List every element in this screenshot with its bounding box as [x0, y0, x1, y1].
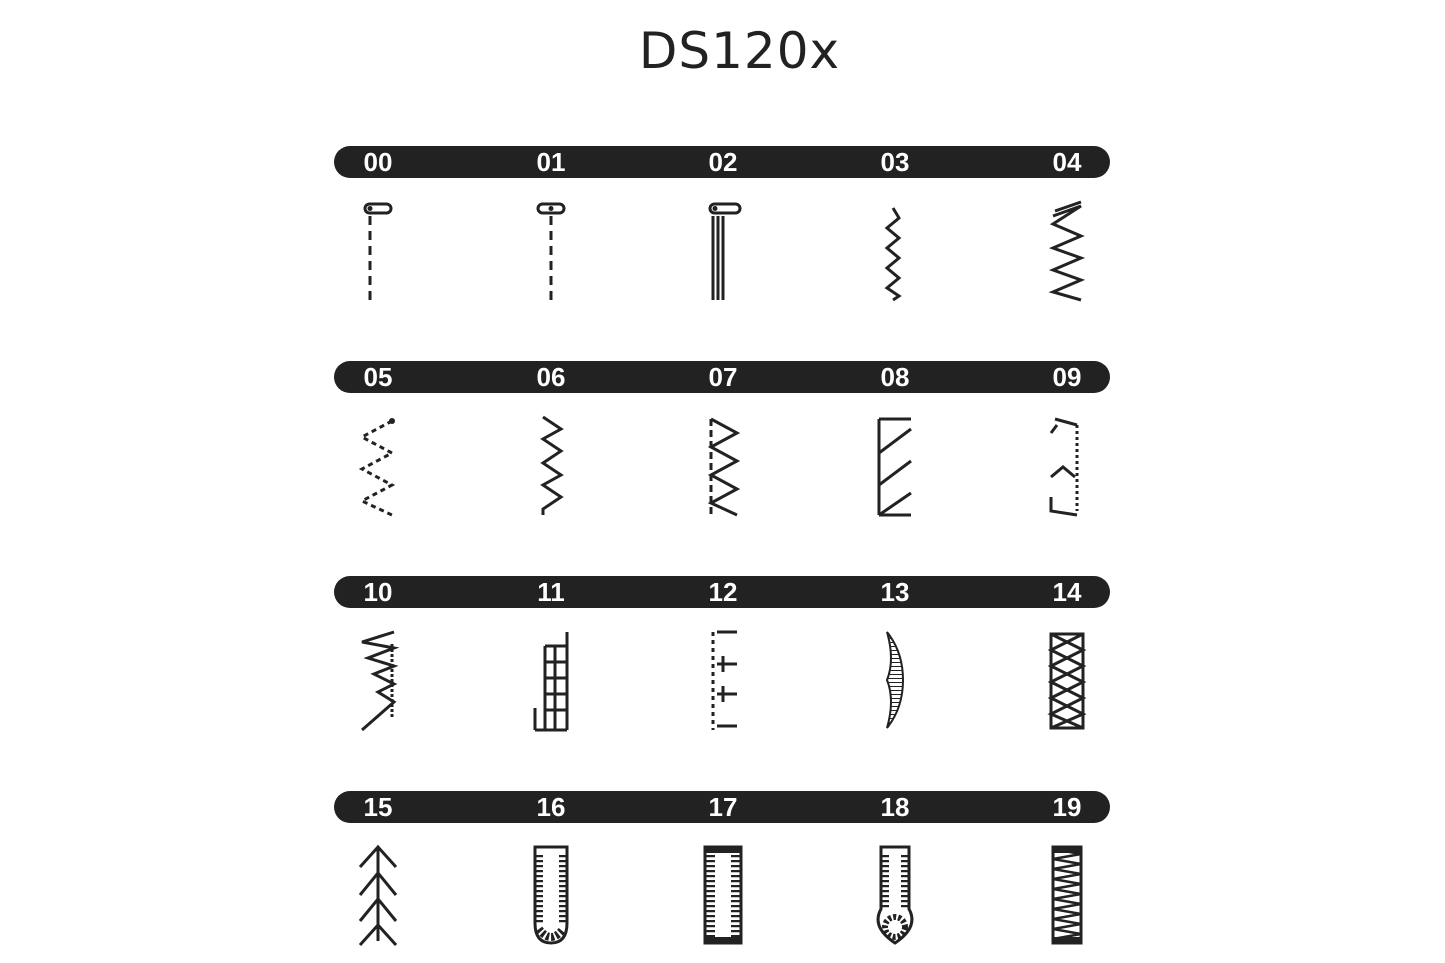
stitch-number-label: 10	[363, 577, 393, 607]
multi-step-zigzag-icon	[348, 415, 408, 515]
cross-overlock-icon	[1037, 630, 1097, 730]
elastic-blind-hem-icon	[1037, 415, 1097, 515]
stitch-number-label: 00	[363, 147, 393, 177]
stitch-number-label: 02	[708, 147, 738, 177]
bar-tack-icon	[1037, 845, 1097, 945]
stitch-number-label: 18	[880, 792, 910, 822]
stitch-number-label: 07	[708, 362, 738, 392]
page-title: DS120x	[638, 22, 841, 80]
stitch-number-bar	[334, 146, 1110, 178]
feather-stitch-icon	[348, 845, 408, 945]
comb-stitch-icon	[521, 630, 581, 730]
stretch-blanket-stitch-icon	[693, 630, 753, 730]
stitch-number-label: 17	[708, 792, 738, 822]
triple-straight-stitch-icon	[693, 200, 753, 300]
stitch-number-bar	[334, 791, 1110, 823]
stitch-number-label: 08	[880, 362, 910, 392]
stitch-number-label: 12	[708, 577, 738, 607]
straight-stitch-left-icon	[348, 200, 408, 300]
stitch-number-label: 13	[880, 577, 910, 607]
blind-hem-icon	[521, 415, 581, 515]
stitch-number-label: 03	[880, 147, 910, 177]
square-buttonhole-icon	[693, 845, 753, 945]
overcast-stitch-icon	[693, 415, 753, 515]
stitch-number-label: 04	[1052, 147, 1082, 177]
stitch-number-label: 19	[1052, 792, 1082, 822]
round-buttonhole-icon	[521, 845, 581, 945]
stitch-number-label: 06	[536, 362, 566, 392]
keyhole-buttonhole-icon	[865, 845, 925, 945]
stretch-overlock-icon	[348, 630, 408, 730]
straight-stitch-center-icon	[521, 200, 581, 300]
wide-zigzag-stitch-icon	[1037, 200, 1097, 300]
stitch-number-label: 09	[1052, 362, 1082, 392]
stitch-number-bar	[334, 361, 1110, 393]
stitch-number-bar	[334, 576, 1110, 608]
blanket-stitch-icon	[865, 415, 925, 515]
stitch-number-label: 11	[537, 577, 565, 607]
stitch-number-label: 15	[363, 792, 393, 822]
stitch-number-label: 05	[363, 362, 393, 392]
stitch-number-label: 16	[536, 792, 566, 822]
stitch-number-label: 01	[536, 147, 566, 177]
scallop-satin-stitch-icon	[865, 630, 925, 730]
stitch-number-label: 14	[1052, 577, 1082, 607]
zigzag-stitch-icon	[865, 200, 925, 300]
